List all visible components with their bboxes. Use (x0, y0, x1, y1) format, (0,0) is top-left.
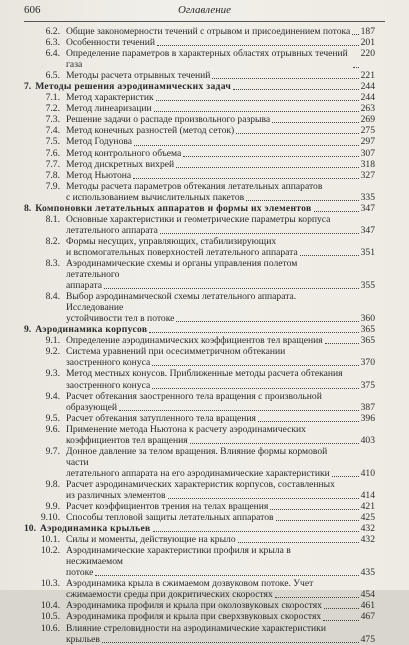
toc-page-number: 275 (360, 125, 375, 137)
toc-entry (24, 214, 375, 236)
toc-number: 7. (24, 81, 32, 93)
toc-line (24, 192, 375, 203)
toc-page-number: 454 (360, 589, 375, 601)
toc-line (24, 103, 375, 114)
toc-line (24, 545, 375, 567)
toc-line (24, 446, 375, 468)
toc-title: Особенности течений (66, 37, 155, 49)
dot-leader (156, 100, 359, 101)
toc-title: потоке (66, 567, 94, 579)
toc-page-number: 365 (360, 335, 375, 347)
toc-entry (24, 501, 375, 512)
toc-entry (24, 346, 375, 368)
toc-page-number: 396 (360, 412, 375, 424)
toc-number: 8.3. (45, 257, 60, 269)
toc-entry (24, 258, 375, 291)
toc-title: Формы несущих, управляющих, стабилизирующих (66, 235, 277, 247)
dot-leader (160, 233, 359, 234)
toc-page-number: 360 (360, 313, 375, 325)
dot-leader (352, 34, 358, 35)
toc-number: 9.2. (45, 346, 60, 358)
toc-title: Метод местных конусов. Приближенные методы расчета обтекания (66, 368, 343, 380)
toc-number: 10.4. (40, 600, 60, 612)
dot-leader (300, 255, 359, 256)
toc-page-number: 297 (360, 136, 375, 148)
toc-chapter (24, 324, 375, 335)
toc-number: 7.4. (45, 125, 60, 137)
toc-page-number: 475 (360, 633, 375, 645)
toc-title: Донное давление за телом вращения. Влияние формы кормовой части (66, 445, 328, 468)
toc-title: Метод контрольного объема (66, 147, 182, 159)
toc-entry (24, 600, 375, 611)
toc-number: 6.2. (45, 26, 60, 37)
dot-leader (323, 620, 358, 621)
toc-number: 9.6. (45, 423, 60, 435)
toc-entry (24, 114, 375, 125)
dot-leader (275, 597, 359, 598)
running-title: Оглавление (177, 4, 232, 16)
toc-title: Способы тепловой защиты летательных аппаратов (66, 512, 274, 524)
toc-title: заостренного конуса (66, 357, 151, 369)
toc-title: образующей (66, 401, 118, 413)
toc-page-number: 327 (360, 169, 375, 181)
toc-line (24, 468, 375, 479)
toc-number: 9.5. (45, 412, 60, 424)
dot-leader (272, 122, 358, 123)
toc-number: 7.1. (45, 92, 60, 104)
toc-title: Аэродинамические схемы и органы управления полетом летательного (66, 257, 298, 281)
dot-leader (190, 443, 359, 444)
dot-leader (314, 211, 359, 212)
toc-page-number: 201 (360, 37, 375, 49)
toc-entry (24, 125, 375, 136)
toc-number: 9.7. (45, 445, 60, 457)
toc-page-number: 387 (360, 401, 375, 413)
toc-entry (24, 136, 375, 147)
dot-leader (258, 421, 359, 422)
toc-page-number: 244 (360, 92, 375, 104)
toc-number: 9.10. (40, 512, 60, 524)
toc-number: 9.8. (45, 478, 60, 490)
toc-entry (24, 291, 375, 324)
toc-title: Силы и моменты, действующие на крыло (66, 534, 236, 546)
toc-line (24, 611, 375, 622)
toc-line (24, 600, 375, 611)
toc-title: Аэродинамические характеристики профиля и крыла в несжимаемом (66, 545, 291, 568)
toc-title: Применение метода Ньютона к расчету аэродинамических (66, 423, 306, 435)
dot-leader (246, 200, 358, 201)
toc-number: 8.1. (45, 213, 60, 225)
dot-leader (149, 332, 358, 333)
toc-line (24, 368, 375, 379)
page-number: 606 (24, 4, 41, 16)
toc-title: Компоновки летательных аппаратов и формы их элементов (35, 202, 312, 214)
dot-leader (119, 410, 359, 411)
toc-title: Метод Годунова (66, 136, 133, 148)
toc-page-number: 425 (360, 512, 375, 524)
toc-number: 7.6. (45, 147, 60, 159)
toc-number: 8.2. (45, 235, 60, 247)
toc-title: Метод линеаризации (66, 103, 152, 115)
toc-title: Аэродинамика профиля и крыла при околозвуковых скоростях (66, 600, 322, 612)
toc-page-number: 414 (360, 489, 375, 501)
dot-leader (152, 388, 358, 389)
toc-page-number: 269 (360, 114, 375, 126)
dot-leader (104, 288, 359, 289)
toc-title: Аэродинамика корпусов (35, 324, 148, 336)
toc-entry (24, 446, 375, 479)
toc-title: Выбор аэродинамической схемы летательного аппарата. Исследование (66, 291, 297, 314)
toc-line (24, 203, 375, 214)
toc-title: Аэродинамика крыла в сжимаемом дозвуковом потоке. Учет (66, 578, 314, 590)
toc-entry (24, 611, 375, 622)
toc-line (24, 170, 375, 181)
toc-line (24, 258, 375, 280)
toc-page-number: 403 (360, 434, 375, 446)
dot-leader (168, 498, 359, 499)
toc-line (24, 335, 375, 346)
dot-leader (102, 642, 359, 643)
toc-line (24, 114, 375, 125)
dot-leader (212, 78, 358, 79)
toc-line (24, 291, 375, 313)
toc-line (24, 26, 375, 37)
toc-title: Расчет коэффициентов трения на телах вращения (66, 501, 269, 513)
toc-page-number: 220 (360, 48, 375, 60)
toc-title: сжимаемости среды при докритических скоростях (66, 589, 273, 601)
toc-entry (24, 578, 375, 600)
toc-line (24, 159, 375, 170)
toc-page-number: 263 (360, 103, 375, 115)
toc-page-number: 410 (360, 467, 375, 479)
toc-title: Аэродинамика профиля и крыла при сверхзвуковых скоростях (66, 611, 322, 623)
toc-line (24, 435, 375, 446)
toc-page-number: 307 (360, 147, 375, 159)
toc-entry (24, 479, 375, 501)
toc-number: 7.9. (45, 180, 60, 192)
toc-title: Влияние стреловидности на аэродинамические характеристики (66, 622, 326, 634)
dot-leader (154, 111, 359, 112)
dot-leader (134, 145, 359, 146)
dot-leader (176, 321, 358, 322)
toc-page-number: 435 (360, 567, 375, 579)
running-header (24, 4, 385, 20)
toc-number: 10.1. (40, 534, 60, 546)
toc-line (24, 70, 375, 81)
toc-chapter (24, 523, 375, 534)
toc-page-number: 347 (360, 224, 375, 236)
toc-number: 6.4. (45, 48, 60, 60)
toc-line (24, 136, 375, 147)
toc-entry (24, 424, 375, 446)
dot-leader (276, 520, 359, 521)
toc-line (24, 479, 375, 490)
toc-page-number: 365 (360, 324, 375, 336)
toc-page-number: 467 (360, 611, 375, 623)
toc-number: 6.3. (45, 37, 60, 49)
toc-page-number: 187 (360, 26, 375, 37)
toc-line (24, 346, 375, 357)
toc-line (24, 181, 375, 192)
toc-line (24, 534, 375, 545)
toc-entry (24, 26, 375, 37)
dot-leader (236, 133, 358, 134)
dot-leader (332, 476, 359, 477)
toc-page-number: 244 (360, 81, 375, 93)
toc-title: летательного аппарата на его аэродинамические характеристики (66, 467, 330, 479)
dot-leader (153, 531, 359, 532)
dot-leader (133, 178, 358, 179)
toc-title: летательного аппарата (66, 224, 158, 236)
dot-leader (325, 343, 359, 344)
toc-line (24, 578, 375, 589)
toc-chapter (24, 81, 375, 92)
dot-leader (157, 45, 359, 46)
toc-number: 9.1. (45, 335, 60, 347)
toc-number: 10.5. (40, 611, 60, 623)
toc-line (24, 567, 375, 578)
toc-number: 7.3. (45, 114, 60, 126)
toc-line (24, 313, 375, 324)
toc-line (24, 490, 375, 501)
toc-number: 7.7. (45, 158, 60, 170)
toc-page-number: 370 (360, 357, 375, 369)
toc-title: Основные характеристики и геометрические параметры корпуса (66, 213, 331, 225)
dot-leader (152, 365, 358, 366)
toc-title: Метод дискретных вихрей (66, 158, 175, 170)
toc-line (24, 280, 375, 291)
toc-entry (24, 148, 375, 159)
toc-title: Методы расчета отрывных течений (66, 70, 211, 82)
toc-entry (24, 413, 375, 424)
toc-line (24, 424, 375, 435)
toc-page-number: 421 (360, 501, 375, 513)
toc-title: Аэродинамика крыльев (40, 523, 151, 535)
dot-leader (353, 67, 359, 68)
toc-title: Методы решения аэродинамических задач (35, 81, 232, 93)
toc-title: Метод Ньютона (66, 169, 132, 181)
toc-number: 10.2. (40, 545, 60, 557)
toc-line (24, 402, 375, 413)
toc-number: 9. (24, 324, 32, 336)
toc-line (24, 247, 375, 258)
toc-page-number: 351 (360, 246, 375, 258)
toc-number: 7.8. (45, 169, 60, 181)
toc-line (24, 523, 375, 534)
toc-page-number: 461 (360, 600, 375, 612)
toc-page-number: 347 (360, 202, 375, 214)
toc-title: крыльев (66, 633, 100, 645)
dot-leader (183, 156, 358, 157)
toc-number: 9.9. (45, 501, 60, 513)
toc-line (24, 37, 375, 48)
toc-title: Расчет аэродинамических характеристик корпусов, составленных (66, 478, 335, 490)
toc-line (24, 81, 375, 92)
toc-title: аппарата (66, 280, 103, 292)
toc-entry (24, 103, 375, 114)
toc-entry (24, 170, 375, 181)
toc-number: 10.3. (40, 578, 60, 590)
toc-entry (24, 335, 375, 346)
toc-page-number: 355 (360, 280, 375, 292)
toc-entry (24, 37, 375, 48)
toc-entry (24, 545, 375, 578)
toc-title: коэффициентов тел вращения (66, 434, 188, 446)
toc-line (24, 380, 375, 391)
toc-page-number: 432 (360, 534, 375, 546)
toc-number: 8. (24, 202, 32, 214)
header-rule (24, 21, 385, 22)
toc-title: устойчивости тел в потоке (66, 313, 175, 325)
toc-title: Общие закономерности течений с отрывом и присоединением потока (66, 26, 351, 37)
toc-title: Расчет обтекания заостренного тела вращения с произвольной (66, 390, 322, 402)
toc-page-number: 335 (360, 191, 375, 203)
toc-line (24, 225, 375, 236)
dot-leader (270, 509, 358, 510)
toc-entry (24, 92, 375, 103)
toc-title: Система уравнений при осесимметричном обтекании (66, 346, 286, 358)
toc-number: 9.3. (45, 368, 60, 380)
toc-page-number: 375 (360, 379, 375, 391)
toc-entry (24, 391, 375, 413)
toc-number: 7.5. (45, 136, 60, 148)
table-of-contents (24, 26, 375, 645)
toc-number: 9.4. (45, 390, 60, 402)
toc-page-number: 221 (360, 70, 375, 82)
toc-title: с использованием вычислительных пакетов (66, 191, 245, 203)
toc-entry (24, 534, 375, 545)
toc-line (24, 48, 375, 70)
toc-line (24, 214, 375, 225)
dot-leader (324, 608, 359, 609)
toc-line (24, 413, 375, 424)
toc-line (24, 236, 375, 247)
toc-page-number: 432 (360, 523, 375, 535)
toc-title: Метод характеристик (66, 92, 154, 104)
toc-chapter (24, 203, 375, 214)
dot-leader (238, 542, 359, 543)
toc-line (24, 623, 375, 634)
toc-line (24, 391, 375, 402)
toc-line (24, 357, 375, 368)
toc-entry (24, 181, 375, 203)
toc-line (24, 148, 375, 159)
toc-line (24, 512, 375, 523)
toc-number: 8.4. (45, 291, 60, 303)
toc-line (24, 589, 375, 600)
toc-line (24, 125, 375, 136)
toc-entry (24, 623, 375, 645)
dot-leader (95, 575, 358, 576)
toc-entry (24, 159, 375, 170)
toc-line (24, 634, 375, 645)
toc-page-number: 318 (360, 158, 375, 170)
toc-title: Расчет обтекания затупленного тела вращения (66, 412, 256, 424)
toc-entry (24, 48, 375, 70)
toc-line (24, 501, 375, 512)
toc-entry (24, 70, 375, 81)
toc-number: 10.6. (40, 622, 60, 634)
dot-leader (233, 89, 358, 90)
toc-number: 6.5. (45, 70, 60, 82)
toc-title: и вспомогательных поверхностей летательного аппарата (66, 246, 298, 258)
dot-leader (176, 167, 358, 168)
toc-line (24, 92, 375, 103)
toc-number: 10. (24, 523, 36, 535)
toc-entry (24, 368, 375, 390)
toc-line (24, 324, 375, 335)
toc-number: 7.2. (45, 103, 60, 115)
toc-entry (24, 512, 375, 523)
toc-title: Определение аэродинамических коэффициентов тел вращения (66, 335, 323, 347)
toc-title: Методы расчета параметров обтекания летательных аппаратов (66, 180, 323, 192)
toc-title: из различных элементов (66, 489, 166, 501)
toc-title: заостренного конуса (66, 379, 151, 391)
toc-title: Определение параметров в характерных областях отрывных течений газа (66, 48, 348, 71)
toc-title: Метод конечных разностей (метод сеток) (66, 125, 235, 137)
toc-entry (24, 236, 375, 258)
toc-title: Решение задачи о распаде произвольного разрыва (66, 114, 271, 126)
